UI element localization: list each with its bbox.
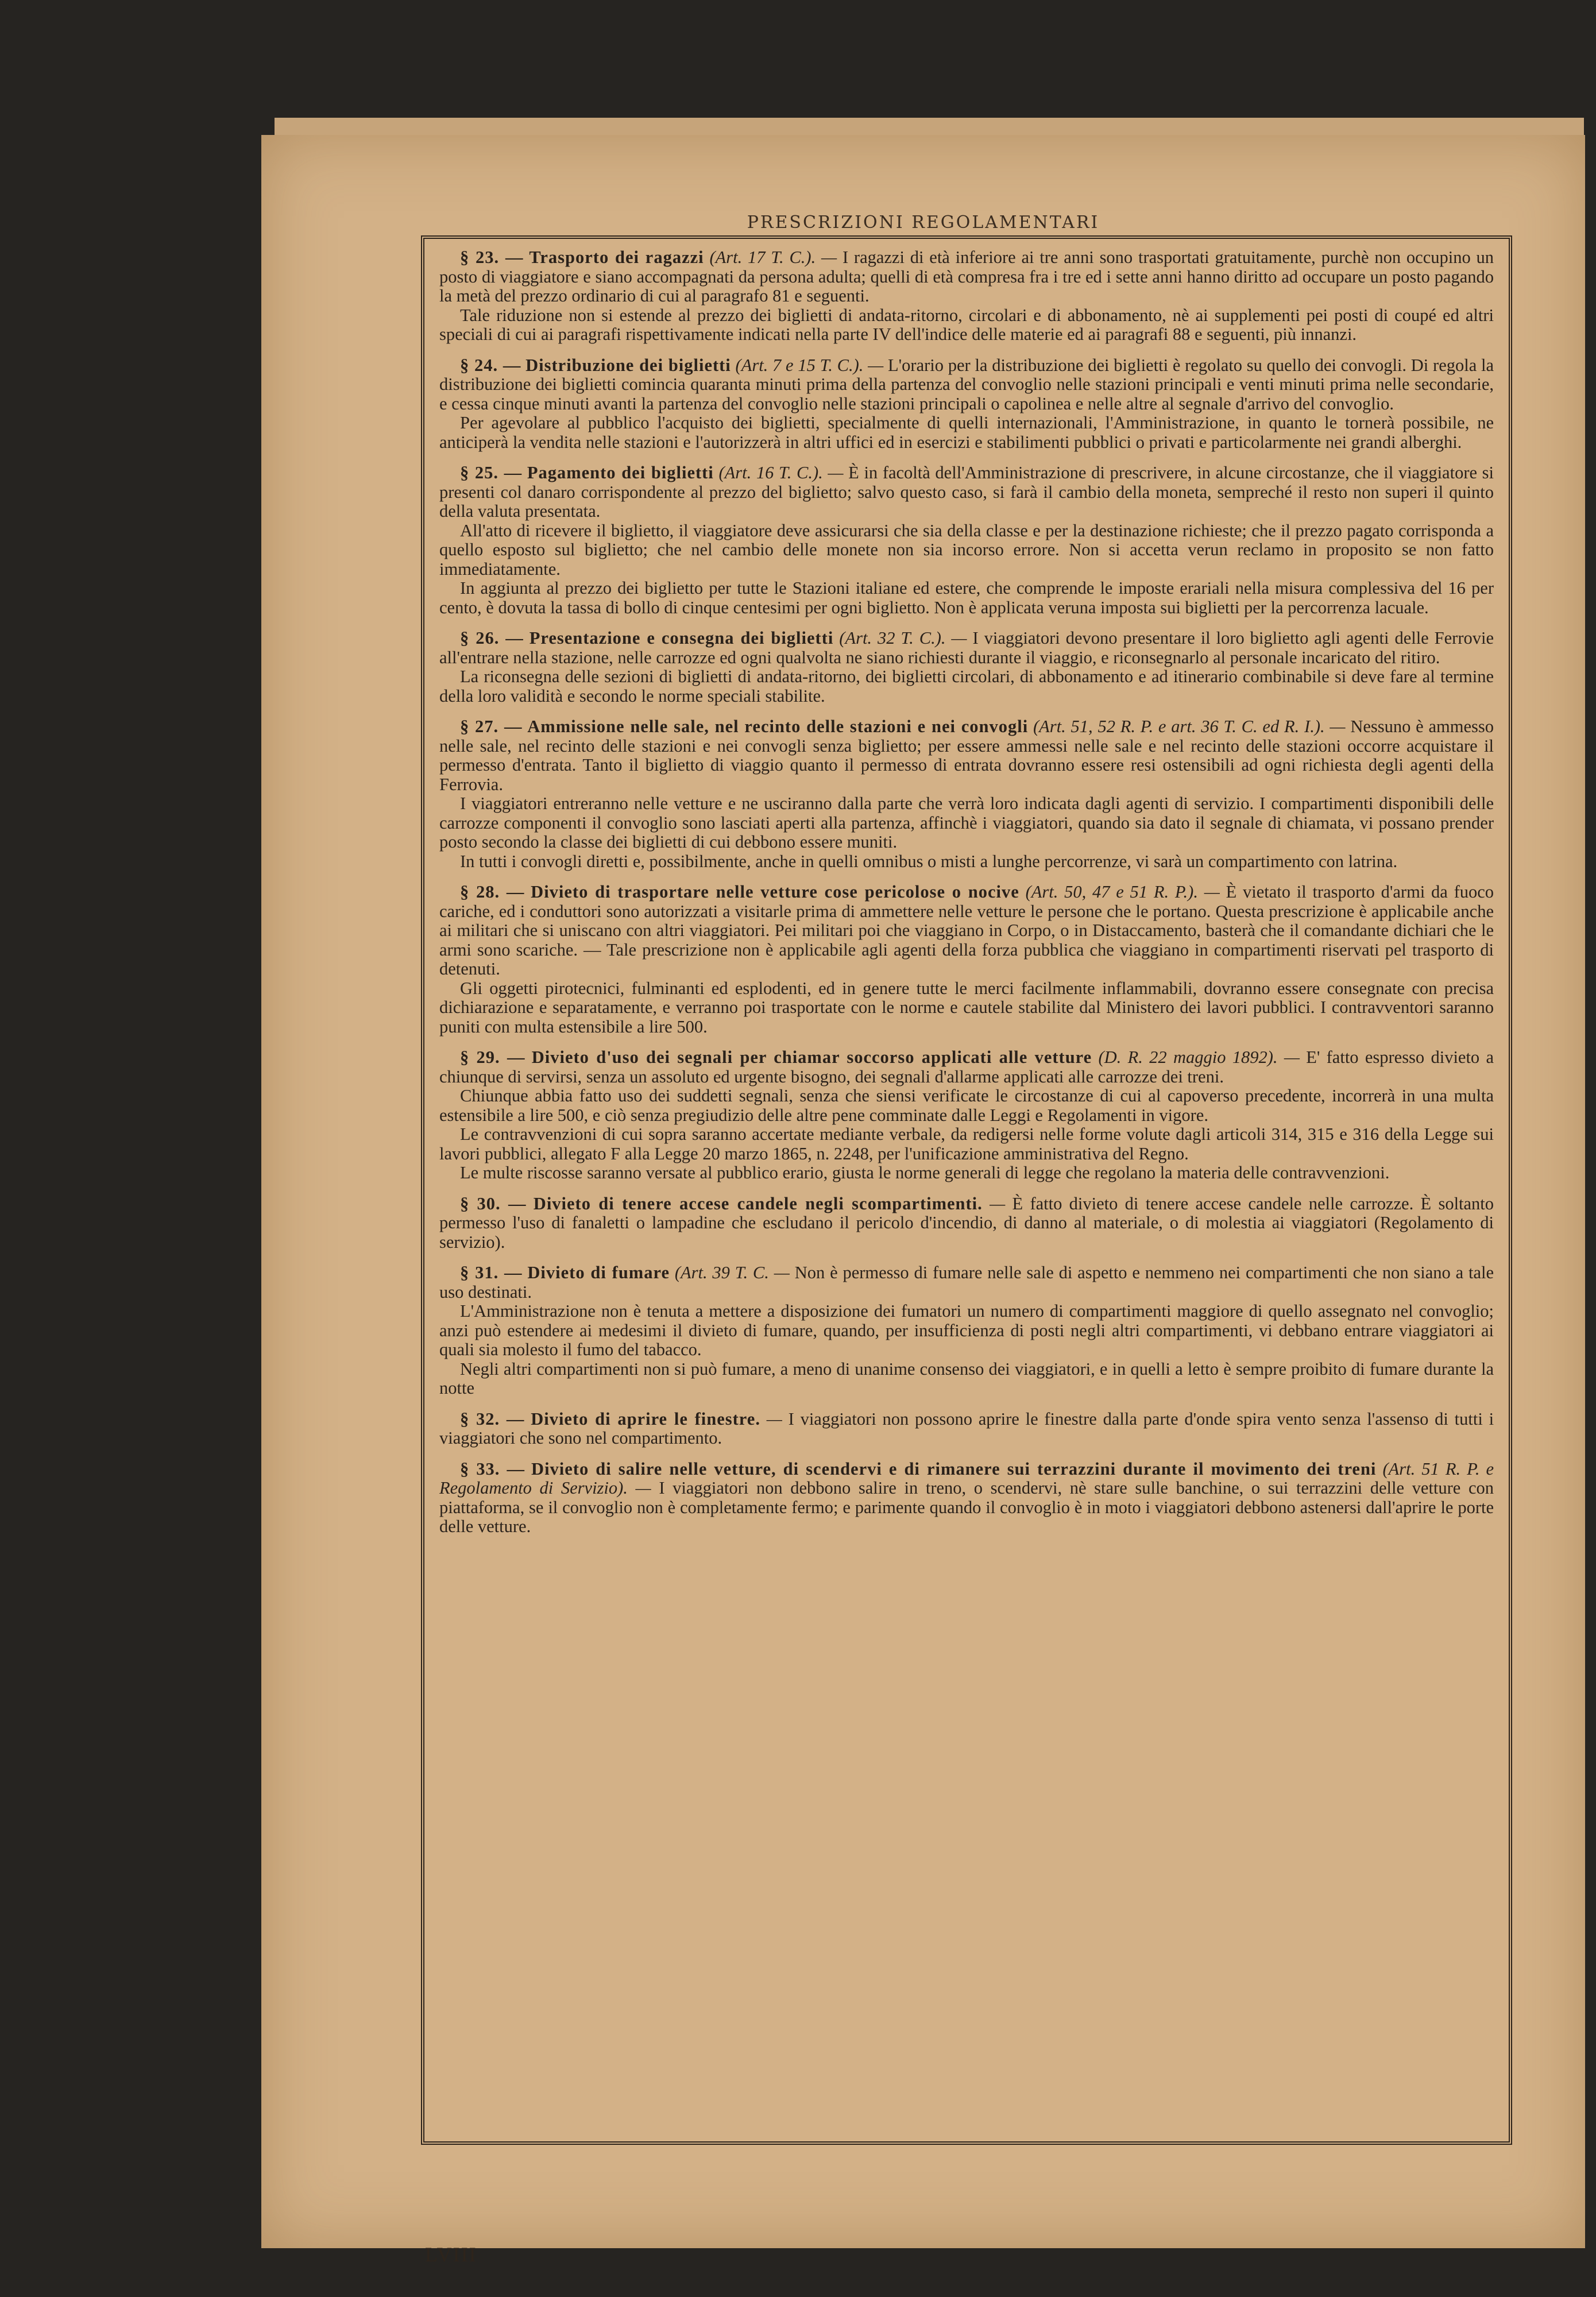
section-first-paragraph: [439, 629, 1494, 667]
section-first-paragraph: [439, 1460, 1494, 1537]
section-reference: (Art. 39 T. C. —: [674, 1263, 790, 1282]
section-first-paragraph: [439, 463, 1494, 521]
paragraph-text: È in facoltà dell'Amministrazione di prescrivere, in alcune circostanze, che il viaggiatore si presenti col danaro corrispondente al prezzo del biglietto; salvo questo caso, si farà il cambio della moneta, sempreché il resto non superi il quinto della valuta presentata.: [439, 463, 1494, 521]
paragraph-text: Negli altri compartimenti non si può fumare, a meno di unanime consenso dei viaggiatori, e in quelli a letto è sempre proibito di fumare durante la notte: [439, 1359, 1494, 1398]
section: [439, 1194, 1494, 1252]
paragraph-text: I viaggiatori non possono aprire le finestre dalla parte d'onde spira vento senza l'assenso di tutti i viaggiatori che sono nel compartimento.: [439, 1409, 1494, 1448]
paragraph-text: In aggiunta al prezzo dei biglietto per tutte le Stazioni italiane ed estere, che comprende le imposte erariali nella misura complessiva del 16 per cento, è dovuta la tassa di bollo di cinque centesimi per ogni biglietto. Non è applicata veruna imposta sui biglietti per la percorrenza lacuale.: [439, 578, 1494, 617]
section-reference: (Art. 16 T. C.). —: [718, 463, 844, 482]
paragraph-text: Per agevolare al pubblico l'acquisto dei biglietti, specialmente di quelli internazionali, l'Amministrazione, in quanto le tornerà possibile, ne anticiperà la vendita nelle stazioni e l'autorizzerà in altri uffici ed in esercizi e stabilimenti pubblici o privati e particolarmente nei grandi alberghi.: [439, 413, 1494, 452]
section-number: § 27. —: [460, 717, 523, 736]
section-reference: (Art. 51, 52 R. P. e art. 36 T. C. ed R. I.). —: [1033, 717, 1346, 736]
section-first-paragraph: [439, 717, 1494, 794]
section-title: Pagamento dei biglietti: [527, 463, 714, 482]
section-reference: (Art. 32 T. C.). —: [839, 628, 967, 648]
paragraph-text: L'orario per la distribuzione dei biglietti è regolato su quello dei convogli. Di regola la distribuzione dei biglietti comincia quaranta minuti prima della partenza del convoglio nelle stazioni principali e venti minuti prima nelle secondarie, e cessa cinque minuti avanti la partenza del convoglio nelle stazioni principali o capolinea e nelle altre al segnale d'arrivo del convoglio.: [439, 355, 1494, 413]
section-title: Divieto di fumare: [527, 1263, 670, 1282]
section-number: § 30. —: [460, 1193, 527, 1213]
paragraph: [439, 1125, 1494, 1163]
paragraph-text: Nessuno è ammesso nelle sale, nel recinto delle stazioni e nei convogli senza biglietto; per essere ammessi nelle sale e nel recinto delle stazioni occorre acquistare il permesso d'entrata. Tanto il biglietto di viaggio quanto il permesso di entrata dovranno essere resi ostensibili ad ogni richiesta degli agenti della Ferrovia.: [439, 717, 1494, 794]
paragraph: [439, 667, 1494, 706]
paragraph: [439, 794, 1494, 852]
paragraph-text: Le multe riscosse saranno versate al pubblico erario, giusta le norme generali di legge che regolano la materia delle contravvenzioni.: [460, 1163, 1390, 1182]
paragraph: [439, 306, 1494, 345]
section: [439, 248, 1494, 345]
section-first-paragraph: [439, 1194, 1494, 1252]
section: [439, 463, 1494, 617]
section-number: § 24. —: [460, 355, 521, 375]
paragraph-text: La riconsegna delle sezioni di biglietti di andata-ritorno, dei biglietti circolari, di abbonamento e ad itinerario combinabile si deve fare al termine della loro validità e secondo le norme speciali stabilite.: [439, 667, 1494, 706]
paragraph: [439, 521, 1494, 579]
section-number: § 28. —: [460, 882, 525, 902]
paragraph: [439, 1163, 1494, 1183]
section-first-paragraph: [439, 248, 1494, 306]
section: [439, 1048, 1494, 1183]
paragraph-text: È vietato il trasporto d'armi da fuoco cariche, ed i conduttori sono autorizzati a visitarle prima di ammettere nelle vetture le persone che le portano. Questa prescrizione è applicabile anche ai militari che si uniscano con altri viaggiatori. Pei militari poi che viaggiano in Corpo, o in Distaccamento, basterà che il comandante dichiari che le armi sono scariche. — Tale prescrizione non è applicabile agli agenti della forza pubblica che viaggiano in compartimenti riservati pel trasporto di detenuti.: [439, 882, 1494, 979]
paragraph-text: All'atto di ricevere il biglietto, il viaggiatore deve assicurarsi che sia della classe e per la destinazione richieste; che il prezzo pagato corrisponda a quello esposto sul biglietto; che nel cambio delle monete non sia incorso errore. Non si accetta verun reclamo in proposito se non fatto immediatamente.: [439, 520, 1494, 579]
section-title: Divieto di salire nelle vetture, di scendervi e di rimanere sui terrazzini durante il movimento dei treni: [531, 1459, 1377, 1479]
paragraph-text: I ragazzi di età inferiore ai tre anni sono trasportati gratuitamente, purchè non occupino un posto di viaggiatore e siano accompagnati da persona adulta; quelli di età compresa fra i tre ed i sette anni hanno diritto ad occupare un posto pagando la metà del prezzo ordinario di cui al paragrafo 81 e seguenti.: [439, 248, 1494, 306]
section-reference: (Art. 7 e 15 T. C.). —: [735, 355, 884, 375]
paragraph: [439, 413, 1494, 452]
section-reference: (Art. 50, 47 e 51 R. P.). —: [1025, 882, 1220, 902]
section-reference: —: [766, 1409, 782, 1429]
section: [439, 1263, 1494, 1398]
paragraph-text: È fatto divieto di tenere accese candele nelle carrozze. È soltanto permesso l'uso di fanaletti o lampadine che escludano il pericolo d'incendio, di danno al materiale, o di molestia ai viaggiatori (Regolamento di servizio).: [439, 1193, 1494, 1252]
section-number: § 23. —: [460, 248, 524, 267]
section: [439, 883, 1494, 1037]
section-first-paragraph: [439, 356, 1494, 414]
section-first-paragraph: [439, 1263, 1494, 1302]
section-reference: (Art. 51 R. P. e Regolamento di Servizio). —: [439, 1459, 1494, 1498]
paragraph-text: Tale riduzione non si estende al prezzo dei biglietti di andata-ritorno, circolari e di abbonamento, nè ai supplementi pei posti di coupé ed altri speciali di cui ai paragrafi rispettivamente indicati nella parte IV dell'indice delle materie ed ai paragrafi 88 e seguenti, più innanzi.: [439, 305, 1494, 344]
paragraph-text: In tutti i convogli diretti e, possibilmente, anche in quelli omnibus o misti a lunghe percorrenze, vi sarà un compartimento con latrina.: [460, 851, 1398, 871]
paragraph-text: L'Amministrazione non è tenuta a mettere a disposizione dei fumatori un numero di compartimenti maggiore di quello assegnato nel convoglio; anzi può estendere ai medesimi il divieto di fumare, quando, per insufficienza di posti negli altri compartimenti, vi debbano entrare viaggiatori ai quali sia molesto il fumo del tabacco.: [439, 1301, 1494, 1359]
paragraph-text: Gli oggetti pirotecnici, fulminanti ed esplodenti, ed in genere tutte le merci facilmente inflammabili, dovranno essere consegnate con precisa dichiarazione e separatamente, e verranno poi trasportate con le norme e cautele stabilite dal Ministero dei lavori pubblici. I contravventori saranno puniti con multa estensibile a lire 500.: [439, 978, 1494, 1037]
section-number: § 33. —: [460, 1459, 525, 1479]
section-reference: (Art. 17 T. C.). —: [709, 248, 837, 267]
paragraph-text: Chiunque abbia fatto uso dei suddetti segnali, senza che siensi verificate le circostanze di cui al capoverso precedente, incorrerà in una multa estensibile a lire 500, e ciò senza pregiudizio delle altre pene comminate dalle Leggi e Regolamenti in vigore.: [439, 1086, 1494, 1125]
section-number: § 31. —: [460, 1263, 523, 1282]
section: [439, 1410, 1494, 1448]
section-first-paragraph: [439, 1048, 1494, 1086]
page-number: LVIII: [425, 2243, 477, 2266]
paragraph-text: Non è permesso di fumare nelle sale di aspetto e nemmeno nei compartimenti che non siano a tale uso destinati.: [439, 1263, 1494, 1302]
paragraph-text: Le contravvenzioni di cui sopra saranno accertate mediante verbale, da redigersi nelle forme volute dagli articoli 314, 315 e 316 della Legge sui lavori pubblici, allegato F alla Legge 20 marzo 1865, n. 2248, per l'unificazione amministrativa del Regno.: [439, 1124, 1494, 1163]
section-number: § 26. —: [460, 628, 524, 648]
section-title: Presentazione e consegna dei biglietti: [529, 628, 834, 648]
section: [439, 356, 1494, 453]
section-number: § 32. —: [460, 1409, 525, 1429]
section-reference: —: [990, 1193, 1006, 1213]
section-title: Ammissione nelle sale, nel recinto delle stazioni e nei convogli: [527, 717, 1029, 736]
paragraph: [439, 579, 1494, 617]
paragraph: [439, 1302, 1494, 1360]
section-title: Divieto di aprire le finestre.: [531, 1409, 760, 1429]
paragraph-text: I viaggiatori devono presentare il loro biglietto agli agenti delle Ferrovie all'entrare nella stazione, nelle carrozze ed ogni qualvolta ne siano richiesti durante il viaggio, e riconsegnarlo al personale incaricato del ritiro.: [439, 628, 1494, 667]
section: [439, 717, 1494, 871]
section-reference: (D. R. 22 maggio 1892). —: [1098, 1047, 1300, 1067]
running-title: PRESCRIZIONI REGOLAMENTARI: [747, 212, 1100, 233]
section-first-paragraph: [439, 1410, 1494, 1448]
paragraph-text: E' fatto espresso divieto a chiunque di servirsi, senza un assoluto ed urgente bisogno, dei segnali d'allarme applicati alle carrozze dei treni.: [439, 1047, 1494, 1086]
paragraph: [439, 1360, 1494, 1398]
section-title: Distribuzione dei biglietti: [525, 355, 731, 375]
section-title: Divieto di trasportare nelle vetture cose pericolose o nocive: [531, 882, 1019, 902]
section-title: Divieto d'uso dei segnali per chiamar soccorso applicati alle vetture: [531, 1047, 1092, 1067]
section-first-paragraph: [439, 883, 1494, 979]
section: [439, 629, 1494, 706]
text-frame: [421, 235, 1512, 2145]
document-page: [261, 135, 1585, 2266]
section: [439, 1460, 1494, 1537]
section-number: § 29. —: [460, 1047, 525, 1067]
paragraph: [439, 852, 1494, 872]
paragraph: [439, 979, 1494, 1037]
section-title: Divieto di tenere accese candele negli scompartimenti.: [533, 1193, 983, 1213]
paragraph-text: I viaggiatori entreranno nelle vetture e ne usciranno dalla parte che verrà loro indicata dagli agenti di servizio. I compartimenti disponibili delle carrozze componenti il convoglio sono lasciati aperti alla partenza, affinchè i viaggiatori, quando sia dato il segnale di chiamata, vi possano prender posto secondo la classe dei biglietti di cui debbono essere muniti.: [439, 794, 1494, 852]
section-number: § 25. —: [460, 463, 523, 482]
section-title: Trasporto dei ragazzi: [529, 248, 704, 267]
paragraph-text: I viaggiatori non debbono salire in treno, o scendervi, nè stare sulle banchine, o sui terrazzini delle vetture con piattaforma, se il convoglio non è completamente fermo; e parimente quando il convoglio è in moto i viaggiatori debbono astenersi dall'aprire le porte delle vetture.: [439, 1478, 1494, 1536]
paragraph: [439, 1086, 1494, 1125]
